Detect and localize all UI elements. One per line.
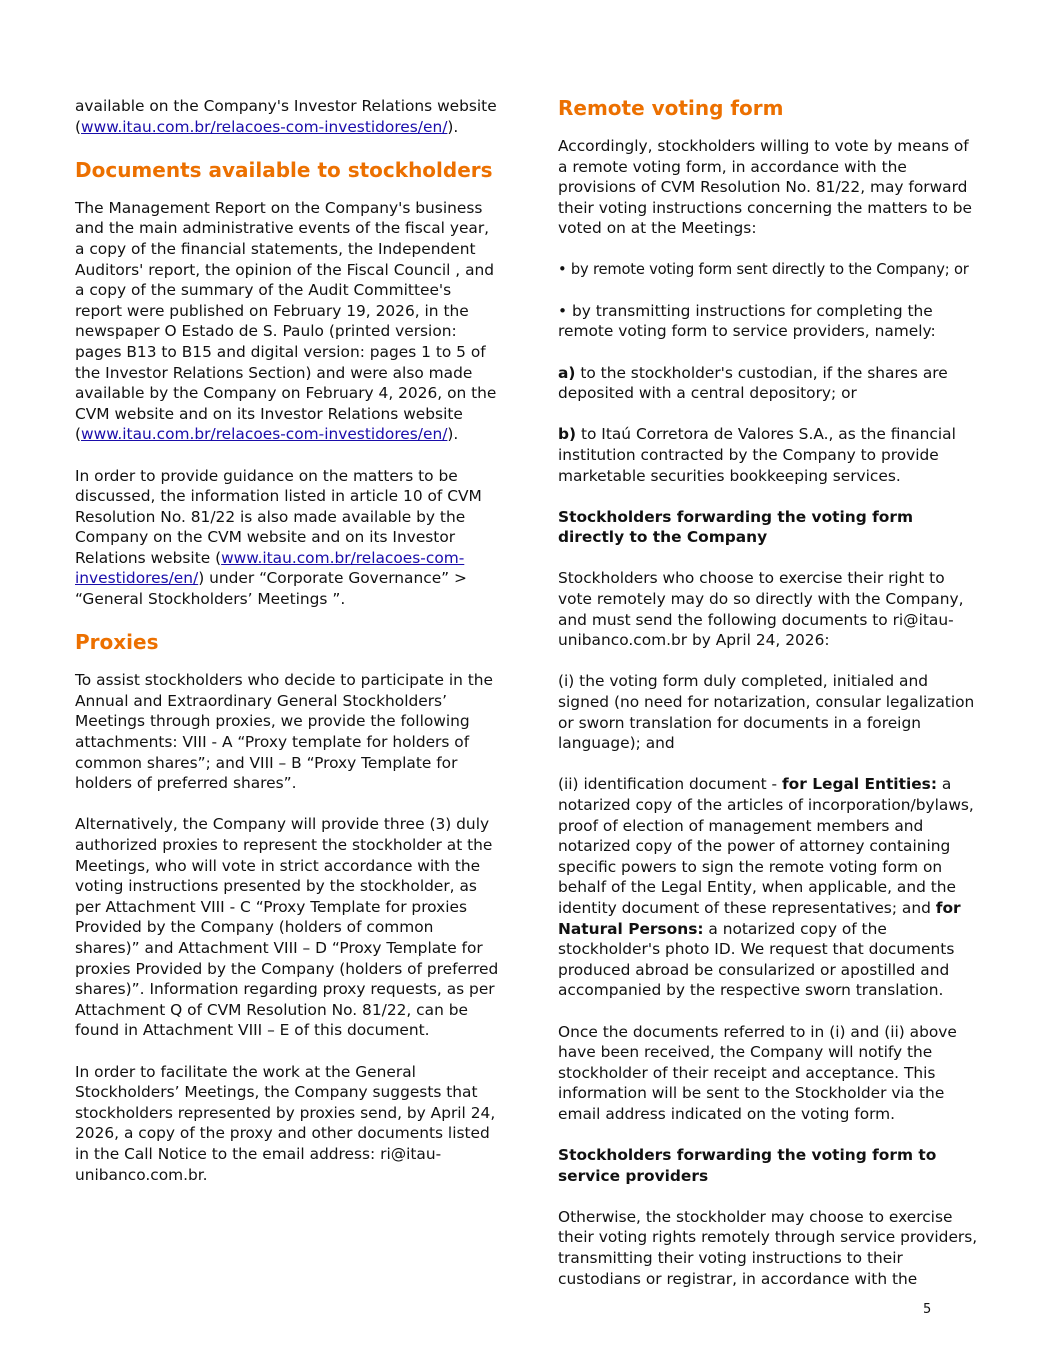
ir-website-link[interactable]: www.itau.com.br/relacoes-com-investidores/en/ [75,548,465,588]
heading-proxies: Proxies [75,630,159,655]
subheading-direct-company: Stockholders forwarding the voting form directly to the Company [558,507,913,547]
heading-remote-voting-form: Remote voting form [558,96,784,120]
paragraph-notification: Once the documents referred to in (i) and (ii) above have been received, the Company will notify the stockholder of their receipt and acceptance. This information will be sent to the Stockholder via the email address indicated on the voting form. [558,1022,957,1123]
paragraph-service-providers: Otherwise, the stockholder may choose to exercise their voting rights remotely through service providers, transmitting their voting instructions to their custodians or registrar, in accordance with the [558,1207,978,1288]
paragraph-proxies-email: In order to facilitate the work at the General Stockholders’ Meetings, the Company suggests that stockholders represented by proxies send, by April 24, 2026, a copy of the proxy and other documents listed in the Call Notice to the email address: ri@itau-unibanco.com.br. [75,1062,496,1184]
bullet-service-providers: • by transmitting instructions for completing the remote voting form to service providers, namely: [558,301,936,341]
right-column [558,96,982,1310]
bullet-direct-company: • by remote voting form sent directly to the Company; or [558,260,969,278]
ir-website-link[interactable]: www.itau.com.br/relacoes-com-investidores/en/ [81,117,448,136]
paragraph-voting-form-item-i: (i) the voting form duly completed, initialed and signed (no need for notarization, consular legalization or sworn translation for documents in a foreign language); and [558,672,975,753]
left-column [75,96,500,1206]
paragraph-proxies-alternative: Alternatively, the Company will provide three (3) duly authorized proxies to represent the stockholder at the Meetings, who will vote in strict accordance with the voting instructions presented by the stockholder, as per Attachment VIII - C “Proxy Template for proxies Provided by the Company (holders of common shares)” and Attachment VIII – D “Proxy Template for proxies Provided by the Company (holders of preferred shares)”. Information regarding proxy requests, as per Attachment Q of CVM Resolution No. 81/22, can be found in Attachment VIII – E of this document. [75,815,499,1040]
subheading-service-providers: Stockholders forwarding the voting form to service providers [558,1146,937,1185]
paragraph-ir-website: available on the Company's Investor Relations website (www.itau.com.br/relacoes-com-investidores/en/). [75,97,497,136]
page-number: 5 [923,1302,932,1317]
item-b-bookkeeper: b) to Itaú Corretora de Valores S.A., as the financial institution contracted by the Company to provide marketable securities bookkeeping services. [558,425,956,485]
heading-documents-available: Documents available to stockholders [75,157,493,182]
ir-website-link[interactable]: www.itau.com.br/relacoes-com-investidores/en/ [81,425,448,444]
paragraph-proxies-attachments: To assist stockholders who decide to participate in the Annual and Extraordinary General Stockholders’ Meetings through proxies, we provide the following attachments: VIII - A “Proxy template for holders of common shares”; and VIII – B “Proxy Template for holders of preferred shares”. [75,671,494,793]
paragraph-direct-documents: Stockholders who choose to exercise their right to vote remotely may do so directly with the Company, and must send the following documents to ri@itau-unibanco.com.br by April 24, 2026: [558,569,964,650]
paragraph-guidance: In order to provide guidance on the matters to be discussed, the information listed in article 10 of CVM Resolution No. 81/22 is also made available by the Company on the CVM website and on its Investor Relations website (www.itau.com.br/relacoes-com-investidores/en/) under “Corporate Governance” > “General Stockholders’ Meetings ”. [75,466,482,609]
paragraph-remote-intro: Accordingly, stockholders willing to vote by means of a remote voting form, in accordance with the provisions of CVM Resolution No. 81/22, may forward their voting instructions concerning the matters to be voted on at the Meetings: [558,137,973,238]
paragraph-identification-item-ii: (ii) identification document - for Legal Entities: a notarized copy of the articles of incorporation/bylaws, proof of election of management members and notarized copy of the power of attorney containing specific powers to sign the remote voting form on behalf of the Legal Entity, when applicable, and the identity document of these representatives; and for Natural Persons: a notarized copy of the stockholder's photo ID. We request that documents produced abroad be consularized or apostilled and accompanied by the respective sworn translation. [558,775,974,1000]
item-a-custodian: a) to the stockholder's custodian, if the shares are deposited with a central depository; or [558,363,948,403]
paragraph-management-report: The Management Report on the Company's business and the main administrative events of the fiscal year, a copy of the financial statements, the Independent Auditors' report, the opinion of the Fiscal Council , and a copy of the summary of the Audit Committee's report were published on February 19, 2026, in the newspaper O Estado de S. Paulo (printed version: pages B13 to B15 and digital version: pages 1 to 5 of the Investor Relations Section) and were also made available by the Company on February 4, 2026, on the CVM website and on its Investor Relations website (www.itau.com.br/relacoes-com-investidores/en/). [75,198,497,444]
